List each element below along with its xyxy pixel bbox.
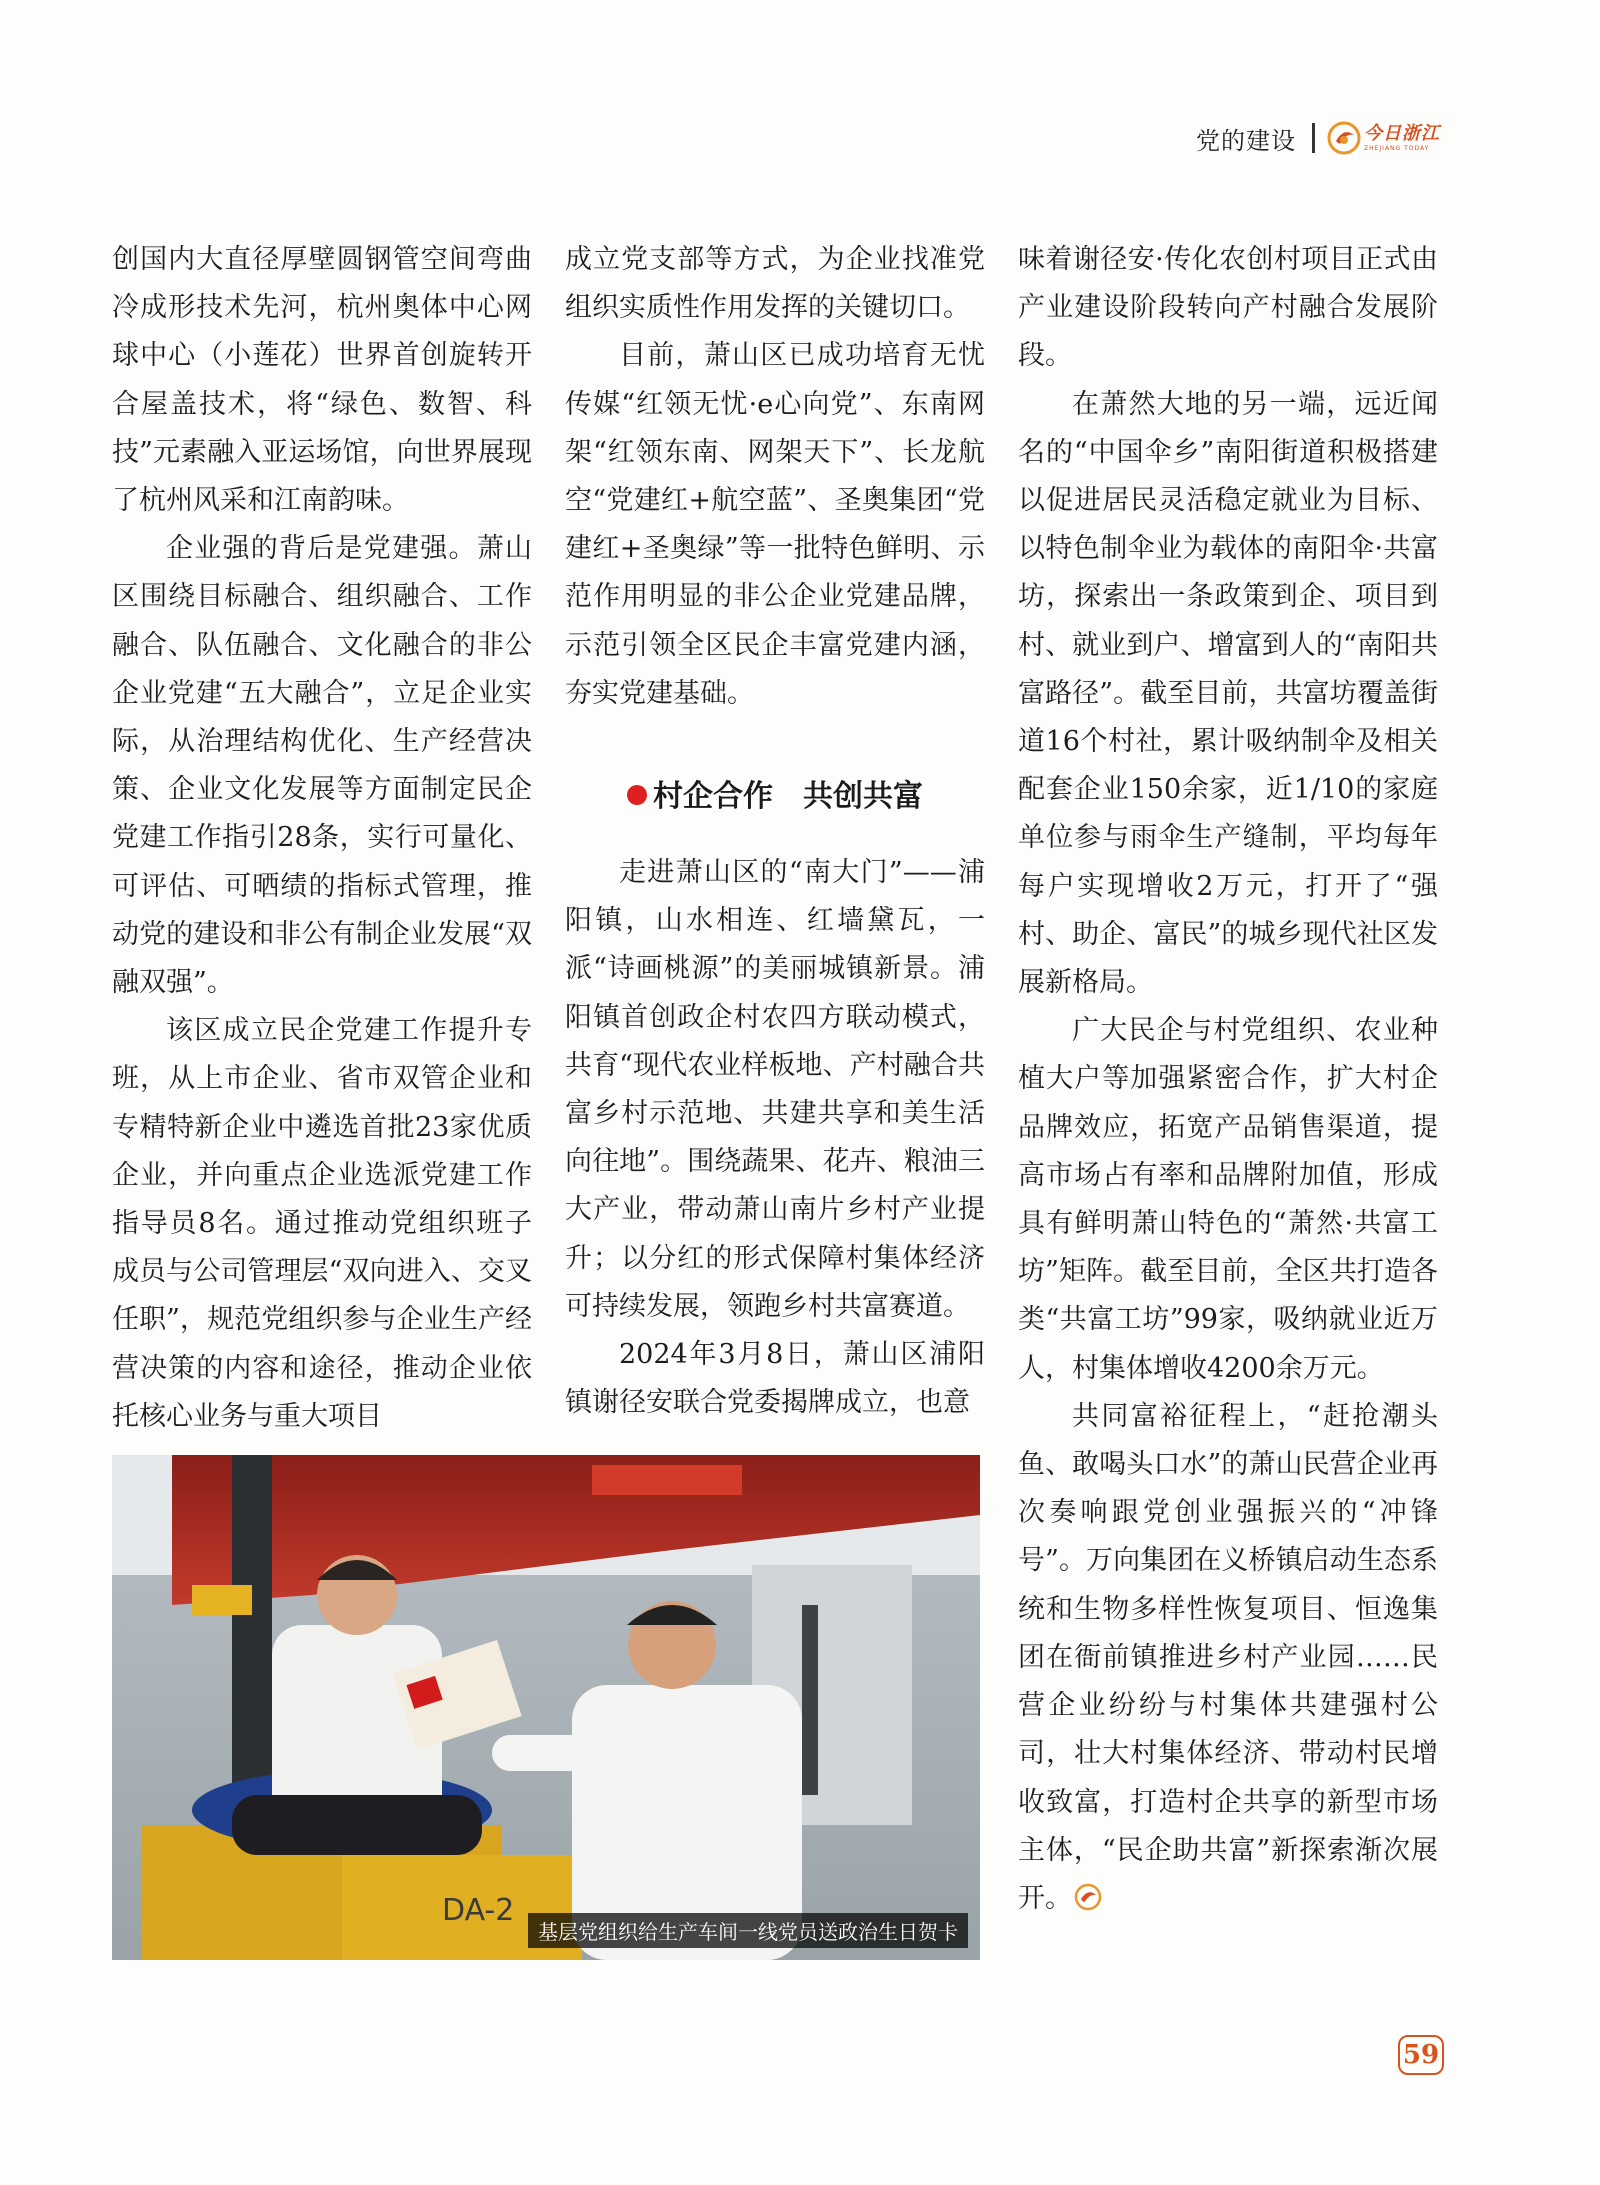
paragraph: 2024年3月8日，萧山区浦阳镇谢径安联合党委揭牌成立，也意 <box>565 1339 985 1419</box>
brand-name: 今日浙江 <box>1364 122 1440 144</box>
paragraph: 成立党支部等方式，为企业找准党组织实质性作用发挥的关键切口。 <box>565 244 985 324</box>
paragraph: 该区成立民企党建工作提升专班，从上市企业、省市双管企业和专精特新企业中遴选首批23家优质企业，并向重点企业选派党建工作指导员8名。通过推动党组织班子成员与公司管理层“双向进入、交叉任职”，规范党组织参与企业生产经营决策的内容和途径，推动企业依托核心业务与重大项目 <box>112 1015 532 1432</box>
paragraph: 目前，萧山区已成功培育无忧传媒“红领无忧·e心向党”、东南网架“红领东南、网架天下”、长龙航空“党建红+航空蓝”、圣奥集团“党建红+圣奥绿”等一批特色鲜明、示范作用明显的非公企业党建品牌，示范引领全区民企丰富党建内涵，夯实党建基础。 <box>565 340 985 709</box>
brand-text <box>1364 122 1440 152</box>
end-mark-icon <box>1074 1883 1102 1911</box>
paragraph: 广大民企与村党组织、农业种植大户等加强紧密合作，扩大村企品牌效应，拓宽产品销售渠道，提高市场占有率和品牌附加值，形成具有鲜明萧山特色的“萧然·共富工坊”矩阵。截至目前，全区共打造各类“共富工坊”99家，吸纳就业近万人，村集体增收4200余万元。 <box>1018 1015 1438 1384</box>
red-dot-icon <box>627 785 647 805</box>
paragraph: 走进萧山区的“南大门”——浦阳镇，山水相连、红墙黛瓦，一派“诗画桃源”的美丽城镇新景。浦阳镇首创政企村农四方联动模式，共育“现代农业样板地、产村融合共富乡村示范地、共建共享和美生活向往地”。围绕蔬果、花卉、粮油三大产业，带动萧山南片乡村产业提升；以分红的形式保障村集体经济可持续发展，领跑乡村共富赛道。 <box>565 857 985 1322</box>
photo-caption: 基层党组织给生产车间一线党员送政治生日贺卡 <box>528 1913 968 1948</box>
paragraph: 企业强的背后是党建强。萧山区围绕目标融合、组织融合、工作融合、队伍融合、文化融合的非公企业党建“五大融合”，立足企业实际，从治理结构优化、生产经营决策、企业文化发展等方面制定民企党建工作指引28条，实行可量化、可评估、可晒绩的指标式管理，推动党的建设和非公有制企业发展“双融双强”。 <box>112 533 532 999</box>
paragraph <box>1018 1393 1438 1923</box>
paragraph: 创国内大直径厚壁圆钢管空间弯曲冷成形技术先河，杭州奥体中心网球中心（小莲花）世界首创旋转开合屋盖技术，将“绿色、数智、科技”元素融入亚运场馆，向世界展现了杭州风采和江南韵味。 <box>112 244 532 517</box>
brand-name-en: ZHEJIANG TODAY <box>1364 144 1430 152</box>
swirl-logo-icon <box>1327 121 1361 155</box>
paragraph-text: 共同富裕征程上，“赶抢潮头鱼、敢喝头口水”的萧山民营企业再次奏响跟党创业强振兴的“冲锋号”。万向集团在义桥镇启动生态系统和生物多样性恢复项目、恒逸集团在衙前镇推进乡村产业园……民营企业纷纷与村集体共建强村公司，壮大村集体经济、带动村民增收致富，打造村企共享的新型市场主体，“民企助共富”新探索渐次展开。 <box>1018 1400 1438 1914</box>
svg-text:DA-2: DA-2 <box>442 1893 515 1928</box>
brand-logo <box>1327 121 1440 155</box>
column-2 <box>565 236 985 1427</box>
column-1 <box>112 236 532 1441</box>
factory-scene-illustration <box>112 1455 980 1960</box>
paragraph: 在萧然大地的另一端，远近闻名的“中国伞乡”南阳街道积极搭建以促进居民灵活稳定就业为目标、以特色制伞业为载体的南阳伞·共富坊，探索出一条政策到企、项目到村、就业到户、增富到人的“南阳共富路径”。截至目前，共富坊覆盖街道16个村社，累计吸纳制伞及相关配套企业150余家，近1/10的家庭单位参与雨伞生产缝制，平均每年每户实现增收2万元，打开了“强村、助企、富民”的城乡现代社区发展新格局。 <box>1018 388 1438 999</box>
page-header <box>1196 118 1440 158</box>
subsection-heading <box>565 773 985 821</box>
header-divider <box>1312 123 1315 153</box>
subsection-heading-text: 村企合作 共创共富 <box>653 779 923 815</box>
column-3 <box>1018 236 1438 1923</box>
section-label: 党的建设 <box>1196 126 1296 155</box>
article-photo <box>112 1455 980 1960</box>
page-number: 59 <box>1398 2035 1444 2075</box>
paragraph: 味着谢径安·传化农创村项目正式由产业建设阶段转向产村融合发展阶段。 <box>1018 244 1438 372</box>
